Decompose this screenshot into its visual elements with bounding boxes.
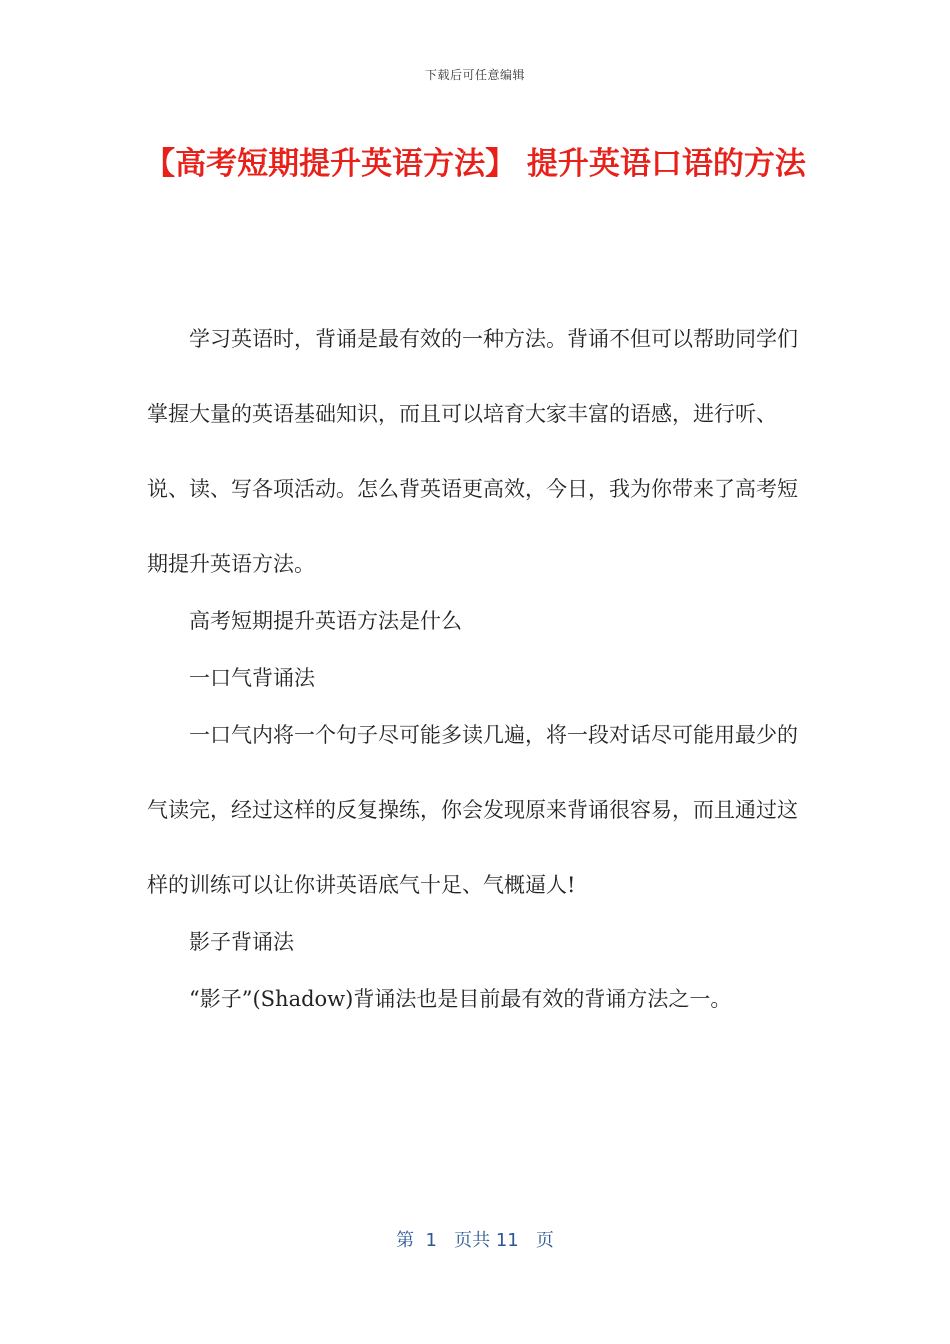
paragraph: 影子背诵法 — [189, 930, 294, 954]
paragraph: 高考短期提升英语方法是什么 — [189, 609, 462, 633]
document-title: 【高考短期提升英语方法】 提升英语口语的方法 — [144, 146, 806, 182]
document-body — [147, 320, 807, 1019]
page-number-footer: 第 1 页共 11 页 — [396, 1230, 554, 1251]
header-note: 下载后可任意编辑 — [424, 68, 525, 82]
paragraph: 学习英语时，背诵是最有效的一种方法。背诵不但可以帮助同学们掌握大量的英语基础知识，而且可以培育大家丰富的语感，进行听、说、读、写各项活动。怎么背英语更高效，今日，我为你带来了高考短期提升英语方法。 — [147, 327, 798, 576]
paragraph: 一口气内将一个句子尽可能多读几遍，将一段对话尽可能用最少的气读完，经过这样的反复操练，你会发现原来背诵很容易，而且通过这样的训练可以让你讲英语底气十足、气概逼人! — [147, 723, 798, 897]
paragraph: “影子”(Shadow)背诵法也是目前最有效的背诵方法之一。 — [189, 987, 732, 1011]
paragraph: 一口气背诵法 — [189, 666, 315, 690]
